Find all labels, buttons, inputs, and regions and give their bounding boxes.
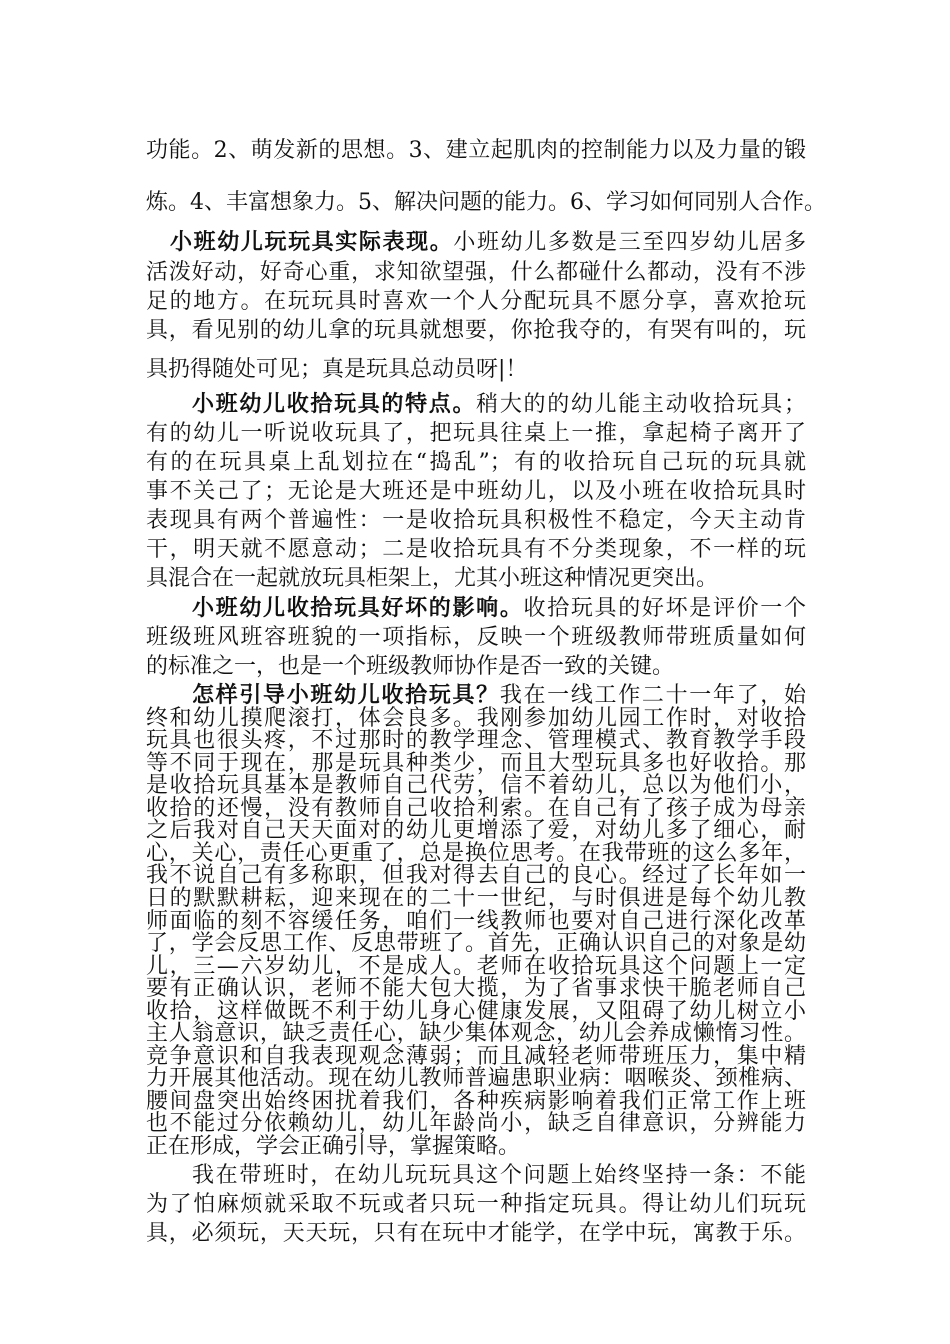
text-line: 活泼好动，好奇心重，求知欲望强，什么都碰什么都动，没有不涉 [146,260,806,285]
text-span: 我在一线工作二十一年了，始 [499,683,806,708]
text-line: 是收拾玩具基本是教师自己代劳，信不着幼儿，总以为他们小， [146,773,806,799]
text-line: 事不关己了；无论是大班还是中班幼儿，以及小班在收拾玩具时 [146,479,806,504]
section-heading: 小班幼儿收拾玩具好坏的影响。 [192,595,524,621]
text-line: 之后我对自己天天面对的幼儿更增添了爱，对幼儿多了细心，耐 [146,818,806,844]
section-heading: 小班幼儿收拾玩具的特点。 [192,391,477,417]
text-line: 为了怕麻烦就采取不玩或者只玩一种指定玩具。得让幼儿们玩玩 [146,1192,806,1217]
text-line: 具扔得随处可见；真是玩具总动员呀|！ [146,357,528,382]
text-line: 玩具也很头疼，不过那时的教学理念、管理模式、教育教学手段 [146,728,806,754]
text-line: 有的幼儿一听说收玩具了，把玩具往桌上一推，拿起椅子离开了 [146,421,806,446]
text-line: 力开展其他活动。现在幼儿教师普遍患职业病：咽喉炎、颈椎病、 [146,1066,806,1092]
paragraph-first-line [192,591,806,622]
text-span: 小班幼儿多数是三至四岁幼儿居多 [453,230,806,255]
text-line: 功能。2、萌发新的思想。3、建立起肌肉的控制能力以及力量的锻 [146,138,806,163]
text-line: 等不同于现在，那是玩具种类少，而且大型玩具多也好收拾。那 [146,750,806,776]
text-line: 收拾的还慢，没有教师自己收拾利索。在自己有了孩子成为母亲 [146,795,806,821]
text-line: 腰间盘突出始终困扰着我们，各种疾病影响着我们正常工作上班 [146,1088,806,1114]
text-line: 有的在玩具桌上乱划拉在“捣乱”；有的收拾玩自己玩的玩具就 [146,450,806,475]
text-span: 收拾玩具的好坏是评价一个 [523,596,806,621]
text-line: 炼。4、丰富想象力。5、解决问题的能力。6、学习如何同别人合作。 [146,190,826,215]
text-line: 心，关心，责任心更重了，总是换位思考。在我带班的这么多年， [146,840,806,866]
paragraph-first-line [170,225,806,256]
text-line: 儿，三—六岁幼儿，不是成人。老师在收拾玩具这个问题上一定 [146,953,806,979]
text-line: 正在形成，学会正确引导，掌握策略。 [146,1134,521,1159]
section-heading: 小班幼儿玩玩具实际表现。 [170,229,454,255]
section-heading: 怎样引导小班幼儿收拾玩具？ [192,682,500,708]
paragraph-first-line: 我在带班时，在幼儿玩玩具这个问题上始终坚持一条：不能 [192,1163,806,1188]
text-line: 干，明天就不愿意动；二是收拾玩具有不分类现象，不一样的玩 [146,537,806,562]
paragraph-first-line [192,387,806,418]
text-line: 足的地方。在玩玩具时喜欢一个人分配玩具不愿分享，喜欢抢玩 [146,289,806,314]
text-line: 具，看见别的幼儿拿的玩具就想要，你抢我夺的，有哭有叫的，玩 [146,318,806,343]
text-line: 我不说自己有多称职，但我对得去自己的良心。经过了长年如一 [146,863,806,889]
text-line: 师面临的刻不容缓任务，咱们一线教师也要对自己进行深化改革 [146,908,806,934]
text-line: 了，学会反思工作、反思带班了。首先，正确认识自己的对象是幼 [146,931,806,957]
text-line: 终和幼儿摸爬滚打，体会良多。我刚参加幼儿园工作时，对收拾 [146,705,806,731]
text-line: 要有正确认识，老师不能大包大揽，为了省事求快干脆老师自己 [146,976,806,1002]
text-line: 主人翁意识，缺乏责任心，缺少集体观念，幼儿会养成懒惰习性。 [146,1021,806,1047]
text-span: 稍大的的幼儿能主动收拾玩具； [476,392,806,417]
text-line: 日的默默耕耘，迎来现在的二十一世纪，与时俱进是每个幼儿教 [146,885,806,911]
text-line: 也不能过分依赖幼儿，幼儿年龄尚小，缺乏自律意识，分辨能力 [146,1111,806,1137]
text-line: 具混合在一起就放玩具柜架上，尤其小班这种情况更突出。 [146,566,719,591]
text-line: 的标准之一，也是一个班级教师协作是否一致的关键。 [146,654,675,679]
text-line: 具，必须玩，天天玩，只有在玩中才能学，在学中玩，寓教于乐。 [146,1221,806,1246]
text-line: 竞争意识和自我表现观念薄弱；而且减轻老师带班压力，集中精 [146,1043,806,1069]
text-line: 表现具有两个普遍性：一是收拾玩具积极性不稳定，今天主动肯 [146,508,806,533]
text-line: 收拾，这样做既不利于幼儿身心健康发展，又阻碍了幼儿树立小 [146,998,806,1024]
text-line: 班级班风班容班貌的一项指标，反映一个班级教师带班质量如何 [146,625,806,650]
